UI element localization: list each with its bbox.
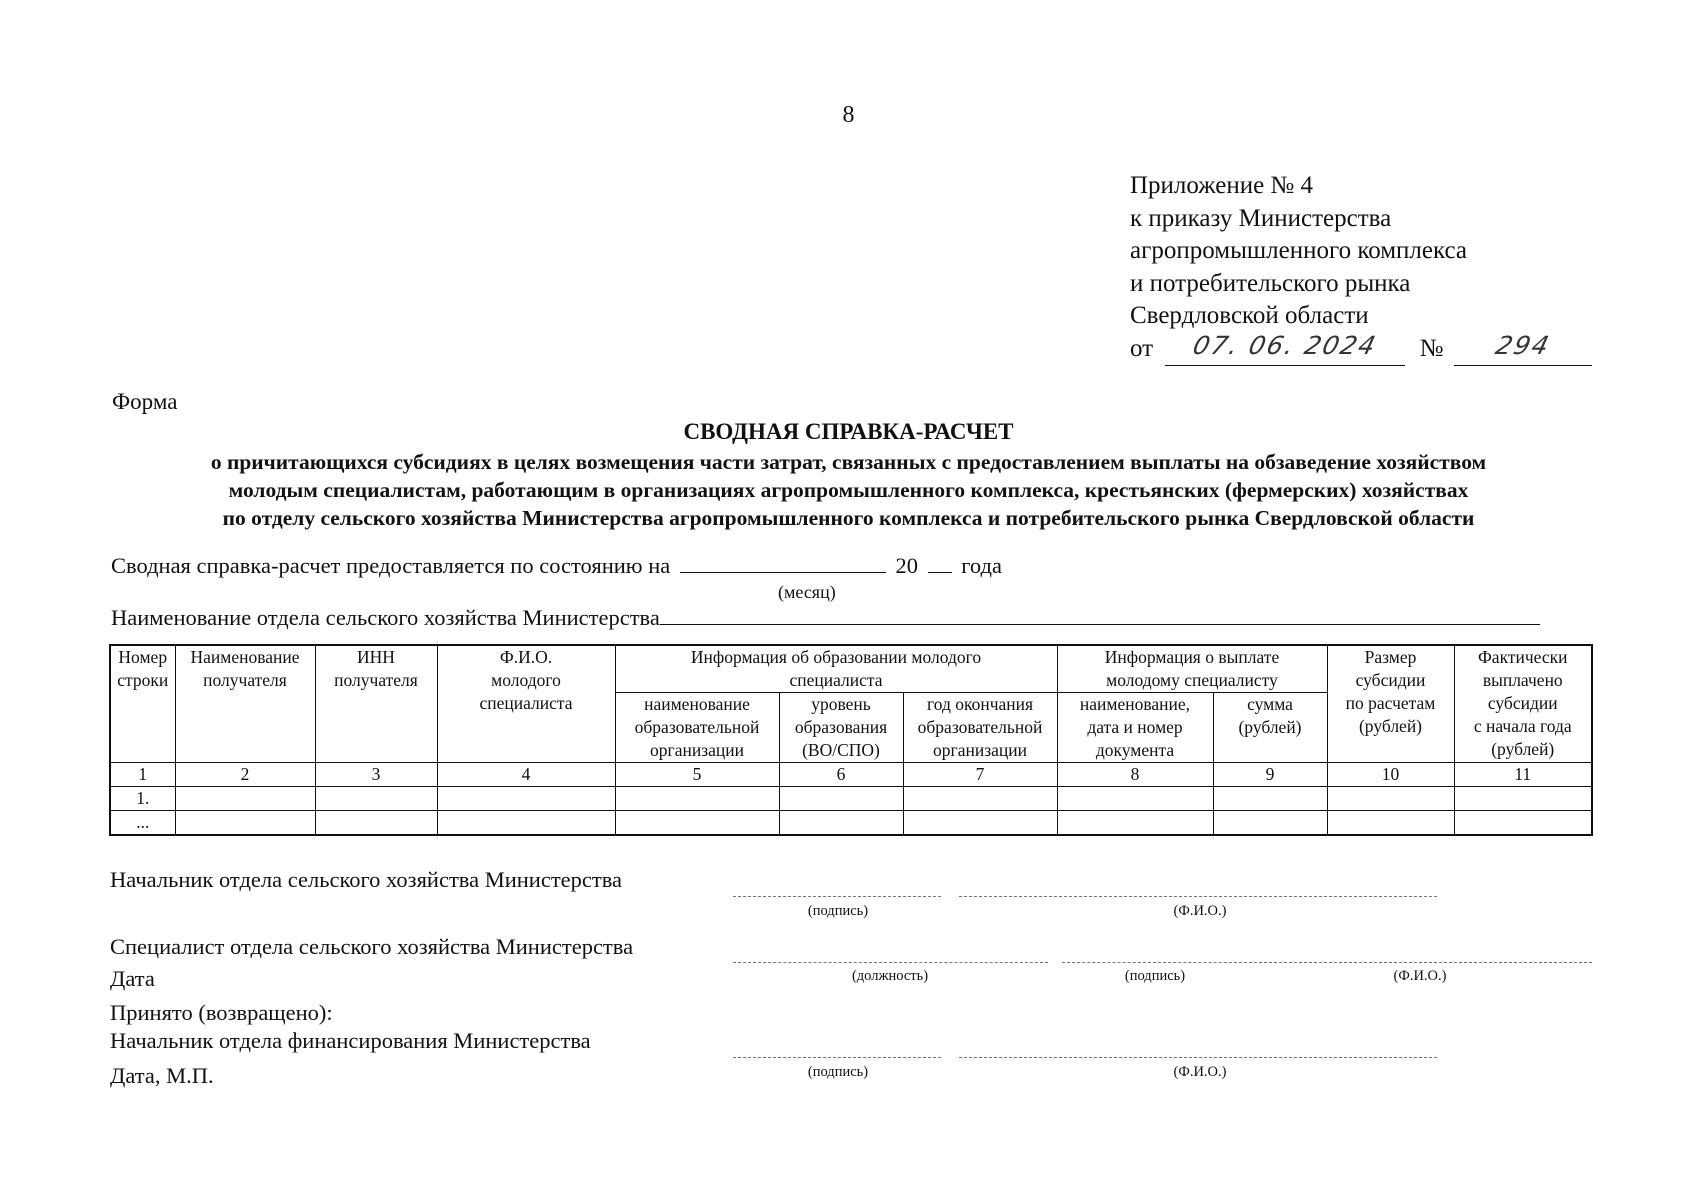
table-cell[interactable]	[1454, 811, 1592, 836]
header-recipient-name	[175, 645, 315, 763]
year-suffix: года	[961, 553, 1002, 578]
signature-caption: (подпись)	[807, 1064, 869, 1080]
header-text: (рублей)	[1358, 716, 1423, 736]
header-text: дата и номер	[1087, 717, 1183, 737]
appendix-line: Свердловской области	[1130, 302, 1369, 330]
number-symbol: №	[1419, 334, 1444, 362]
header-pay-sum	[1213, 693, 1327, 763]
table-cell[interactable]	[1327, 811, 1454, 836]
as-of-line	[111, 553, 1002, 579]
table-cell[interactable]	[1213, 787, 1327, 811]
column-number: 1	[110, 763, 175, 787]
table-cell[interactable]	[1454, 787, 1592, 811]
header-text: Номер	[118, 647, 168, 667]
header-text: наименование	[644, 694, 750, 714]
table-cell[interactable]	[315, 787, 437, 811]
head-fio-line[interactable]	[959, 896, 1437, 897]
header-text: получателя	[334, 670, 418, 690]
header-text: уровень	[811, 694, 871, 714]
header-edu-org	[615, 693, 779, 763]
header-text: (ВО/СПО)	[802, 740, 880, 760]
column-number: 10	[1327, 763, 1454, 787]
head-signature-line[interactable]	[733, 896, 941, 897]
column-number-row	[110, 763, 1592, 787]
year-prefix: 20	[895, 553, 918, 578]
appendix-order-line	[1130, 330, 1592, 366]
table-cell[interactable]	[1057, 787, 1213, 811]
appendix-line: Приложение № 4	[1130, 172, 1314, 199]
calculation-table	[109, 644, 1593, 836]
header-text: по расчетам	[1345, 693, 1436, 713]
header-inn	[315, 645, 437, 763]
header-text: сумма	[1247, 694, 1293, 714]
from-prefix: от	[1130, 334, 1154, 362]
appendix-line: и потребительского рынка	[1130, 269, 1411, 297]
title-sub-line: молодым специалистам, работающим в организациях агропромышленного комплекса, крестьянских (фермерских) хозяйствах	[228, 478, 1469, 502]
specialist-fio-line[interactable]	[1254, 962, 1592, 963]
header-education-group	[615, 645, 1057, 693]
department-blank[interactable]	[660, 606, 1540, 625]
column-number: 3	[315, 763, 437, 787]
appendix-block	[1130, 170, 1592, 366]
header-pay-doc	[1057, 693, 1213, 763]
header-text: организации	[933, 740, 1027, 760]
header-edu-level	[779, 693, 903, 763]
table-cell[interactable]	[903, 811, 1057, 836]
table-row	[110, 811, 1592, 836]
position-caption: (должность)	[851, 968, 929, 984]
header-text: Фактически	[1477, 647, 1568, 667]
finance-head-label: Начальник отдела финансирования Министерства	[110, 1028, 591, 1053]
title-main: СВОДНАЯ СПРАВКА-РАСЧЕТ	[683, 419, 1014, 444]
title-sub-line: о причитающихся субсидиях в целях возмещения части затрат, связанных с предоставлением выплаты на обзаведение хозяйством	[210, 450, 1487, 474]
header-text: молодого	[491, 670, 561, 690]
header-text: специалиста	[789, 670, 883, 690]
header-text: (рублей)	[1491, 739, 1555, 759]
header-text: Наименование	[190, 647, 300, 667]
header-text: получателя	[203, 670, 287, 690]
table-cell[interactable]	[1213, 811, 1327, 836]
table-cell[interactable]	[615, 811, 779, 836]
handwritten-date: 07. 06. 2024	[1190, 330, 1381, 360]
header-text: (рублей)	[1238, 717, 1302, 737]
table-cell[interactable]	[175, 787, 315, 811]
column-number: 9	[1213, 763, 1327, 787]
year-blank[interactable]	[928, 554, 952, 573]
accepted-label: Принято (возвращено):	[110, 1000, 333, 1025]
column-number: 7	[903, 763, 1057, 787]
header-text: наименование,	[1079, 694, 1191, 714]
row-number: 1.	[110, 787, 175, 811]
document-title	[0, 416, 1697, 532]
column-number: 6	[779, 763, 903, 787]
header-text: субсидии	[1355, 670, 1426, 690]
header-text: молодому специалисту	[1106, 670, 1278, 690]
header-text: Информация о выплате	[1104, 647, 1280, 667]
header-row-number	[110, 645, 175, 763]
column-number: 5	[615, 763, 779, 787]
appendix-line: агропромышленного комплекса	[1130, 237, 1468, 265]
column-number: 11	[1454, 763, 1592, 787]
header-text: год окончания	[926, 694, 1034, 714]
finance-fio-line[interactable]	[959, 1057, 1437, 1058]
header-text: организации	[650, 740, 744, 760]
header-text: специалиста	[479, 693, 573, 713]
handwritten-number: 294	[1492, 330, 1554, 360]
order-number-field	[1454, 330, 1592, 366]
fio-caption: (Ф.И.О.)	[1173, 903, 1227, 919]
month-caption: (месяц)	[778, 582, 836, 602]
table-cell[interactable]	[437, 787, 615, 811]
fio-caption: (Ф.И.О.)	[1393, 968, 1447, 984]
column-number: 4	[437, 763, 615, 787]
month-blank[interactable]	[680, 554, 886, 573]
signature-caption: (подпись)	[1124, 968, 1186, 984]
header-text: документа	[1095, 740, 1175, 760]
head-signature-label: Начальник отдела сельского хозяйства Министерства	[110, 867, 623, 892]
signature-caption: (подпись)	[807, 903, 869, 919]
specialist-signature-label: Специалист отдела сельского хозяйства Министерства	[110, 934, 634, 959]
table-cell[interactable]	[615, 787, 779, 811]
column-number: 2	[175, 763, 315, 787]
appendix-line: к приказу Министерства	[1130, 204, 1392, 232]
header-text: ИНН	[357, 647, 395, 667]
date-label: Дата	[110, 966, 155, 991]
specialist-signature-line[interactable]	[1062, 962, 1252, 963]
header-text: образовательной	[634, 717, 760, 737]
department-label: Наименование отдела сельского хозяйства Министерства	[111, 605, 660, 630]
table-cell[interactable]	[1327, 787, 1454, 811]
department-line	[111, 605, 1540, 631]
title-sub-line: по отделу сельского хозяйства Министерства агропромышленного комплекса и потребительского рынка Свердловской области	[222, 506, 1475, 530]
header-edu-year	[903, 693, 1057, 763]
header-row-1	[110, 645, 1592, 693]
column-number: 8	[1057, 763, 1213, 787]
header-text: строки	[117, 670, 169, 690]
table-cell[interactable]	[175, 811, 315, 836]
header-text: с начала года	[1473, 716, 1572, 736]
specialist-position-line[interactable]	[733, 962, 1048, 963]
table-cell[interactable]	[779, 787, 903, 811]
header-subsidy-size	[1327, 645, 1454, 763]
fio-caption: (Ф.И.О.)	[1173, 1064, 1227, 1080]
table-cell[interactable]	[1057, 811, 1213, 836]
header-text: Ф.И.О.	[499, 647, 553, 667]
header-text: выплачено	[1482, 670, 1563, 690]
header-text: субсидии	[1487, 693, 1558, 713]
header-text: Размер	[1364, 647, 1417, 667]
row-number: ...	[110, 811, 175, 836]
header-text: образовательной	[917, 717, 1043, 737]
table-row	[110, 787, 1592, 811]
table-cell[interactable]	[437, 811, 615, 836]
table-cell[interactable]	[779, 811, 903, 836]
table-cell[interactable]	[315, 811, 437, 836]
page-number: 8	[842, 102, 855, 128]
order-date-field	[1165, 330, 1405, 366]
form-label: Форма	[112, 389, 178, 414]
header-payment-group	[1057, 645, 1327, 693]
header-text: образования	[794, 717, 888, 737]
date-mp-label: Дата, М.П.	[110, 1063, 214, 1088]
header-fio	[437, 645, 615, 763]
as-of-prefix: Сводная справка-расчет предоставляется по состоянию на	[111, 553, 671, 578]
header-text: Информация об образовании молодого	[690, 647, 982, 667]
finance-signature-line[interactable]	[733, 1057, 941, 1058]
header-actually-paid	[1454, 645, 1592, 763]
table-cell[interactable]	[903, 787, 1057, 811]
